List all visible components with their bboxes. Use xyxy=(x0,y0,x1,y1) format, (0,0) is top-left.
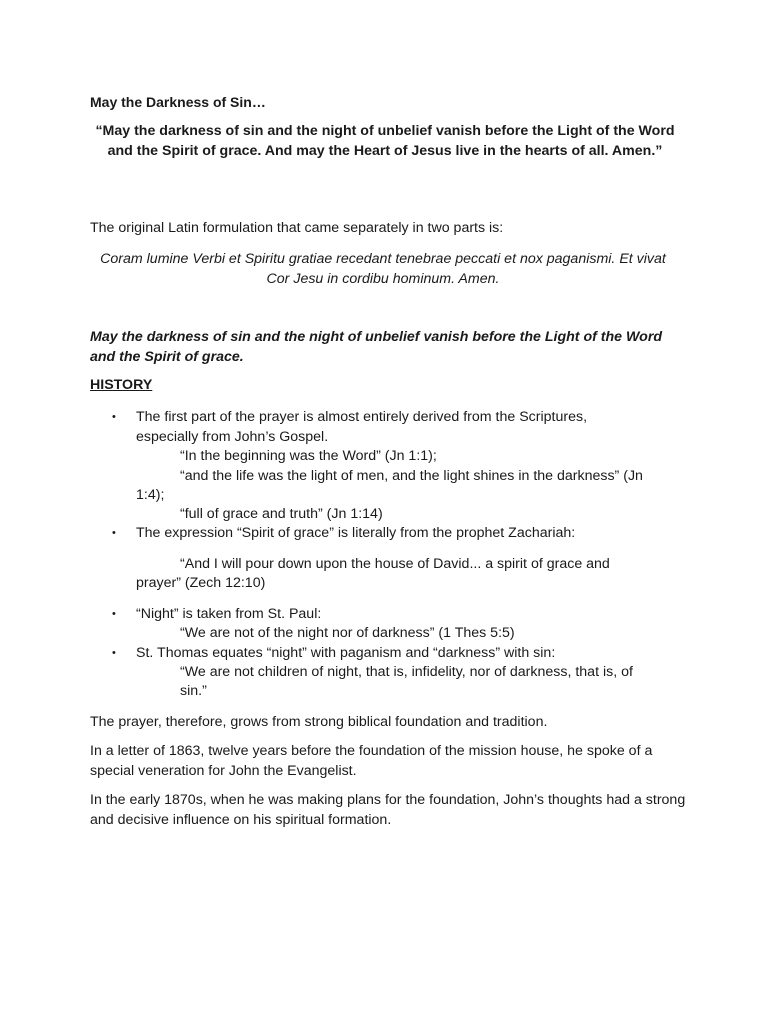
bullet-icon: • xyxy=(112,527,116,539)
latin-intro: The original Latin formulation that came separately in two parts is: xyxy=(90,220,504,236)
scripture-quote: “and the life was the light of men, and the light shines in the darkness” (Jn xyxy=(180,468,643,484)
bullet-1-text-cont: especially from John’s Gospel. xyxy=(136,429,329,445)
bullet-1-text: The first part of the prayer is almost entirely derived from the Scriptures, xyxy=(136,409,588,425)
bullet-3-text: “Night” is taken from St. Paul: xyxy=(136,606,322,622)
bullet-2-text: The expression “Spirit of grace” is literally from the prophet Zachariah: xyxy=(136,525,576,541)
scripture-quote: “And I will pour down upon the house of David... a spirit of grace and xyxy=(180,556,610,572)
bullet-4-text: St. Thomas equates “night” with paganism and “darkness” with sin: xyxy=(136,645,556,661)
scripture-quote: “We are not of the night nor of darkness” (1 Thes 5:5) xyxy=(180,625,515,641)
paragraph: In a letter of 1863, twelve years before the foundation of the mission house, he spoke of a special veneration for John the Evangelist. xyxy=(90,743,653,779)
scripture-quote: “full of grace and truth” (Jn 1:14) xyxy=(180,506,383,522)
part-heading: May the darkness of sin and the night of unbelief vanish before the Light of the Word and the Spirit of grace. xyxy=(90,329,663,365)
latin-text: Coram lumine Verbi et Spiritu gratiae recedant tenebrae peccati et nox paganismi. Et vivat Cor Jesu in cordibu hominum. Amen. xyxy=(100,251,666,287)
scripture-quote-cont: sin.” xyxy=(180,683,207,699)
paragraph: In the early 1870s, when he was making plans for the foundation, John’s thoughts had a strong and decisive influence on his spiritual formation. xyxy=(90,792,686,828)
page-title: May the Darkness of Sin… xyxy=(90,94,266,110)
scripture-quote: “In the beginning was the Word” (Jn 1:1); xyxy=(180,448,437,464)
prayer-quote: “May the darkness of sin and the night of unbelief vanish before the Light of the Word and the Spirit of grace. And may the Heart of Jesus live in the hearts of all. Amen.” xyxy=(95,123,675,159)
scripture-quote: “We are not children of night, that is, infidelity, nor of darkness, that is, of xyxy=(180,664,633,680)
bullet-icon: • xyxy=(112,647,116,659)
paragraph: The prayer, therefore, grows from strong biblical foundation and tradition. xyxy=(90,714,548,730)
scripture-quote-cont: 1:4); xyxy=(136,487,165,503)
scripture-quote-cont: prayer” (Zech 12:10) xyxy=(136,575,266,591)
bullet-icon: • xyxy=(112,608,116,620)
history-heading: HISTORY xyxy=(90,377,153,393)
bullet-icon: • xyxy=(112,411,116,423)
